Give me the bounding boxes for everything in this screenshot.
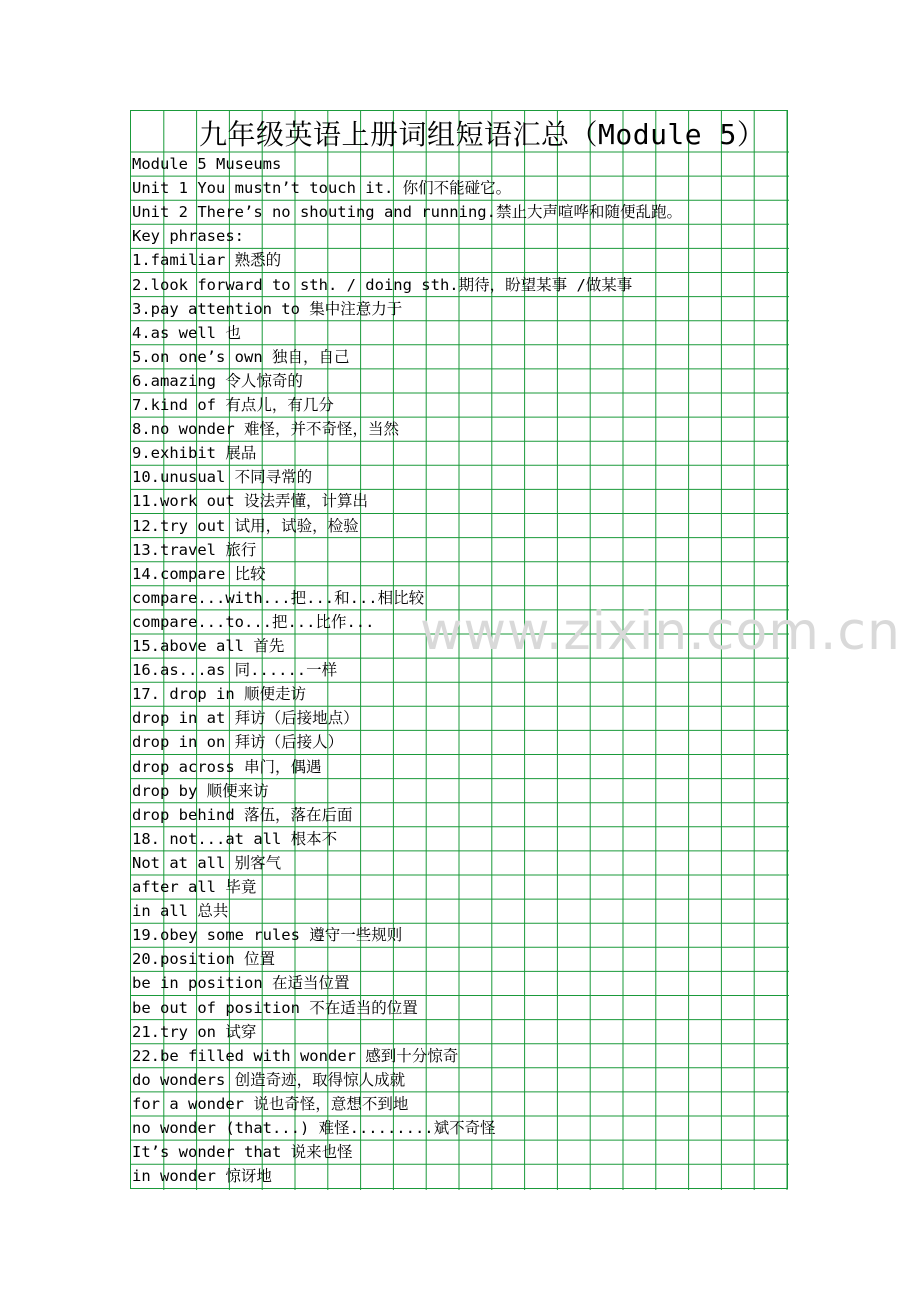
phrase-line: 17. drop in 顺便走访 [132,685,306,704]
phrase-line: 9.exhibit 展品 [132,444,257,463]
phrase-line: after all 毕竟 [132,878,257,896]
phrase-line: 3.pay attention to 集中注意力于 [132,299,403,318]
phrase-line: 4.as well 也 [132,323,241,342]
phrase-line: 2.look forward to sth. / doing sth.期待，盼望某事 /做某事 [132,275,633,294]
document-title: 九年级英语上册词组短语汇总（Module 5） [199,118,766,151]
phrase-line: Unit 2 There’s no shouting and running.禁止大声喧哗和随便乱跑。 [132,203,682,222]
phrase-line: drop by 顺便来访 [132,781,269,800]
phrase-line: 14.compare 比较 [132,564,266,583]
phrase-line: no wonder (that...) 难怪.........斌不奇怪 [132,1119,496,1137]
phrase-line: drop in on 拜访（后接人） [132,733,344,752]
phrase-line: 16.as...as 同......一样 [132,661,338,680]
phrase-line: in wonder 惊讶地 [132,1167,272,1186]
document-sheet [130,110,788,1189]
phrase-line: 15.above all 首先 [132,637,285,655]
phrase-line: be out of position 不在适当的位置 [132,998,418,1017]
phrase-line: compare...to...把...比作... [132,612,375,631]
phrase-line: do wonders 创造奇迹，取得惊人成就 [132,1070,406,1089]
phrase-line: 1.familiar 熟悉的 [132,251,282,270]
phrase-line: Module 5 Museums [132,155,282,173]
watermark-text: www.zixin.com.cn [420,602,901,662]
phrase-line: 19.obey some rules 遵守一些规则 [132,926,403,945]
phrase-line: drop across 串门，偶遇 [132,757,322,776]
phrase-line: compare...with...把...和...相比较 [132,588,425,607]
phrase-line: It’s wonder that 说来也怪 [132,1143,353,1162]
phrase-line: 13.travel 旅行 [132,540,257,559]
phrase-line: 5.on one’s own 独自，自己 [132,347,350,366]
phrase-line: 11.work out 设法弄懂，计算出 [132,492,368,511]
phrase-line: Unit 1 You mustn’t touch it. 你们不能碰它。 [132,179,512,198]
phrase-line: 21.try on 试穿 [132,1022,257,1041]
phrase-line: 10.unusual 不同寻常的 [132,468,313,487]
phrase-line: drop in at 拜访（后接地点） [132,709,359,728]
phrase-line: Key phrases: [132,227,244,246]
phrase-line: 12.try out 试用，试验，检验 [132,516,359,535]
phrase-line: in all 总共 [132,902,229,921]
phrase-line: 6.amazing 令人惊奇的 [132,371,303,390]
phrase-line: 22.be filled with wonder 感到十分惊奇 [132,1046,459,1065]
phrase-line: 7.kind of 有点儿，有几分 [132,396,334,414]
phrase-line: for a wonder 说也奇怪，意想不到地 [132,1094,409,1113]
phrase-line: 18. not...at all 根本不 [132,829,338,848]
phrase-line: 8.no wonder 难怪，并不奇怪，当然 [132,420,399,439]
phrase-line: 20.position 位置 [132,950,275,969]
phrase-line: be in position 在适当位置 [132,974,350,993]
phrase-line: drop behind 落伍，落在后面 [132,805,353,824]
phrase-line: Not at all 别客气 [132,853,282,872]
